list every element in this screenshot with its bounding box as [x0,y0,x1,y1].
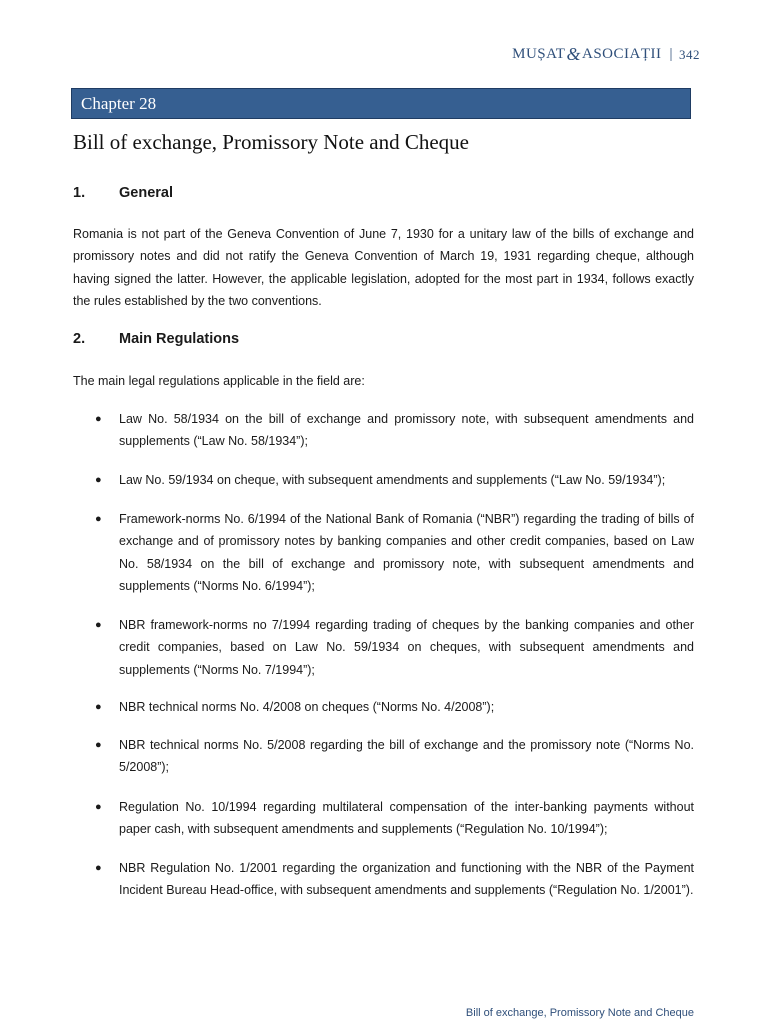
bullet-icon: ● [95,701,102,713]
list-item-text: Framework-norms No. 6/1994 of the National Bank of Romania (“NBR”) regarding the trading of bills of exchange and of promissory notes by banking companies and other credit companies, based on Law No. 58/1934 on the bill of exchange and promissory note, with subsequent amendments and supplements (“Norms No. 6/1994”); [119,512,694,594]
list-item-text: NBR Regulation No. 1/2001 regarding the organization and functioning with the NBR of the Payment Incident Bureau Head-office, with subsequent amendments and supplements (“Regulation No. 1/2001”). [119,861,694,898]
list-item-text: Law No. 59/1934 on cheque, with subsequent amendments and supplements (“Law No. 59/1934”); [119,473,666,487]
list-item [73,408,694,453]
section-heading-main-regulations [73,331,239,347]
brand-ampersand: & [566,44,581,64]
list-item [73,508,694,598]
list-item-text: NBR technical norms No. 5/2008 regarding the bill of exchange and the promissory note (“Norms No. 5/2008”); [119,738,694,775]
bullet-icon: ● [95,739,102,751]
chapter-banner: Chapter 28 [71,88,691,119]
brand-name-right: ASOCIAȚII [581,46,662,62]
page-footer: Bill of exchange, Promissory Note and Cheque [465,1007,694,1019]
header-brand [512,44,700,65]
page-number: 342 [679,46,700,62]
bullet-icon: ● [95,513,102,525]
regulations-intro: The main legal regulations applicable in the field are: [73,374,365,388]
list-item [73,696,694,718]
header-separator: | [669,46,673,62]
list-item [73,469,694,491]
brand-name-left: MUȘAT [512,46,566,62]
bullet-icon: ● [95,474,102,486]
general-paragraph: Romania is not part of the Geneva Convention of June 7, 1930 for a unitary law of the bills of exchange and promissory notes and did not ratify the Geneva Convention of March 19, 1931 regarding cheque, although having signed the latter. However, the applicable legislation, adopted for the most part in 1934, follows exactly the rules established by the two conventions. [73,227,694,309]
list-item-text: Regulation No. 10/1994 regarding multilateral compensation of the inter-banking payments without paper cash, with subsequent amendments and supplements (“Regulation No. 10/1994”); [119,800,694,837]
list-item-text: NBR framework-norms no 7/1994 regarding trading of cheques by the banking companies and other credit companies, based on Law No. 59/1934 on cheques, with subsequent amendments and supplements (“Norms No. 7/1994”); [119,618,694,677]
section-number: 2. [73,331,86,347]
bullet-icon: ● [95,413,102,425]
section-title: General [119,185,173,201]
list-item [73,857,694,902]
bullet-icon: ● [95,619,102,631]
section-title: Main Regulations [119,331,240,347]
list-item-text: NBR technical norms No. 4/2008 on cheques (“Norms No. 4/2008”); [119,700,495,714]
section-number: 1. [73,185,86,201]
bullet-icon: ● [95,862,102,874]
list-item-text: Law No. 58/1934 on the bill of exchange and promissory note, with subsequent amendments and supplements (“Law No. 58/1934”); [119,412,694,449]
section-heading-general [73,185,173,201]
list-item [73,614,694,681]
bullet-icon: ● [95,801,102,813]
list-item [73,796,694,841]
list-item [73,734,694,779]
page-title: Bill of exchange, Promissory Note and Cheque [73,130,470,154]
